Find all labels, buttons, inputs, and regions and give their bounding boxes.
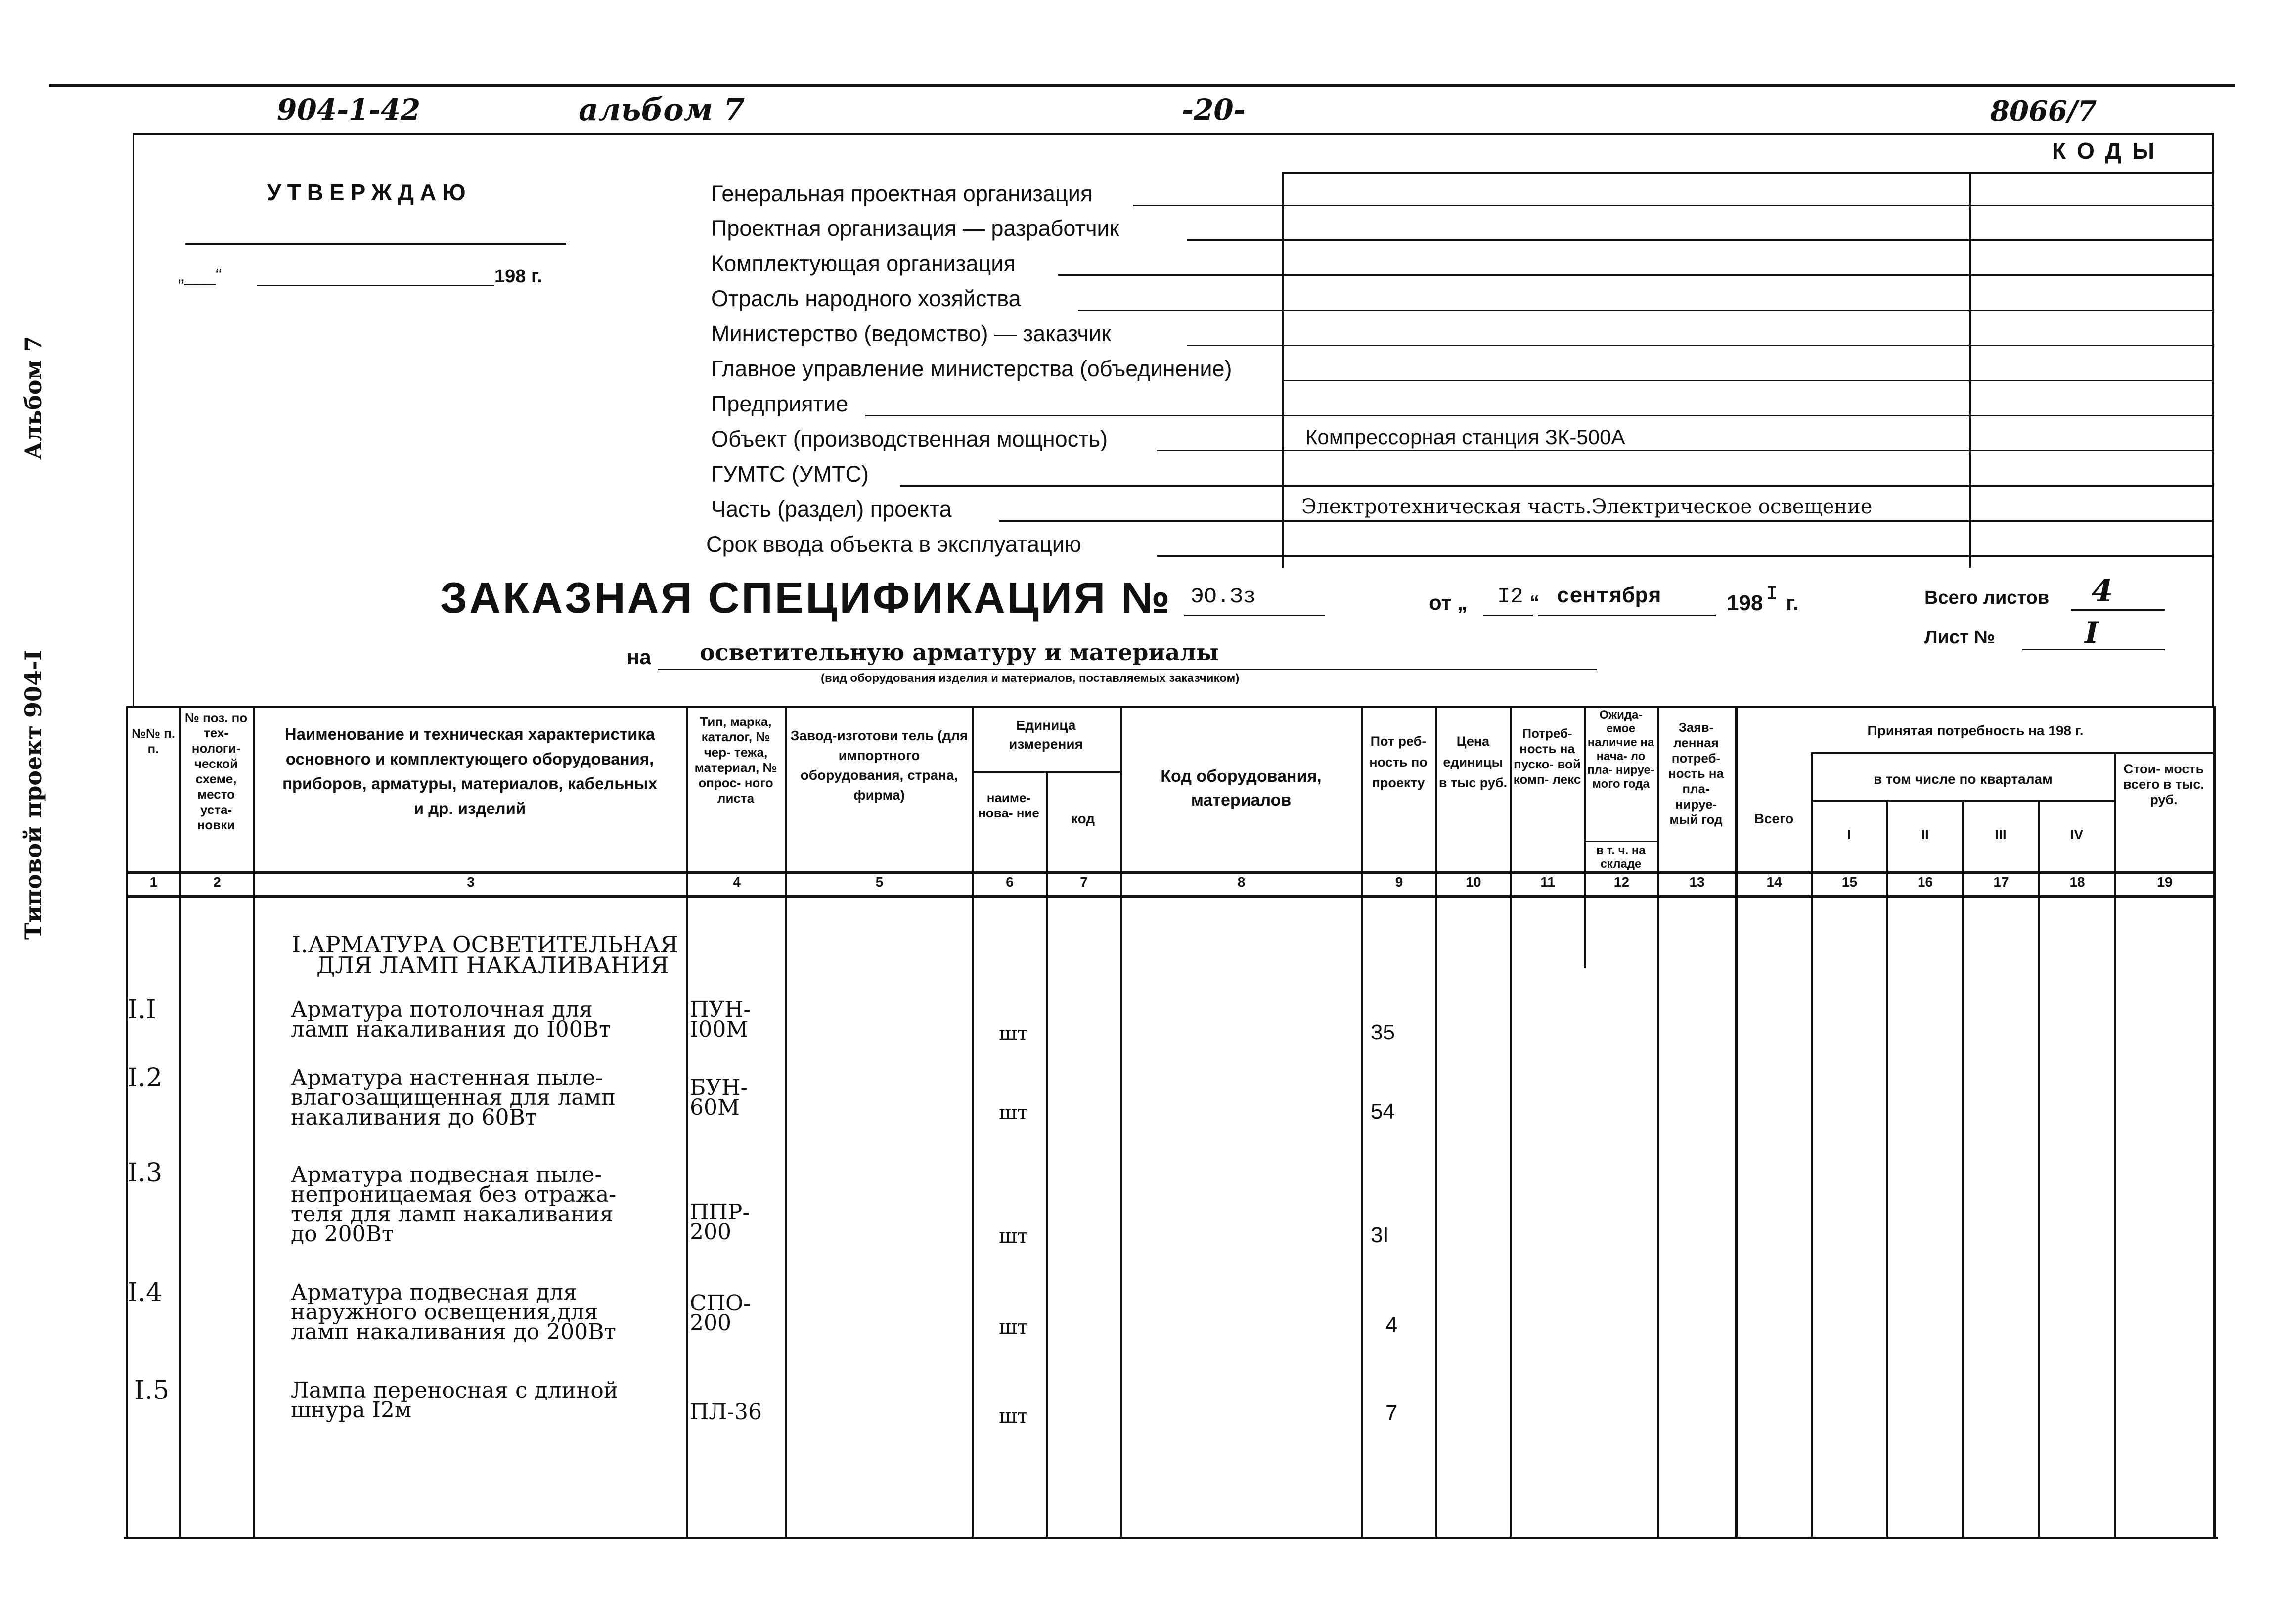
col-edge <box>972 706 974 1537</box>
org-label: Комплектующая организация <box>711 251 1016 276</box>
row-name: Лампа переносная с длиной <box>291 1378 619 1403</box>
header-position: № поз. по тех- нологи- ческой схеме, место уста- новки <box>184 710 248 832</box>
column-number: 9 <box>1395 874 1403 890</box>
header-declared: Заяв- ленная потреб- ность на пла- нируе- мый год <box>1668 720 1724 827</box>
spec-month-line <box>1538 615 1716 616</box>
spec-number-line <box>1184 615 1325 616</box>
project-code: 904-1-42 <box>277 93 421 127</box>
header-manufacturer: Завод-изготови тель (для импортного оборудования, страна, фирма) <box>790 728 968 803</box>
org-label: Объект (производственная мощность) <box>711 426 1108 451</box>
row-name: Арматура подвесная пыле- <box>291 1162 602 1187</box>
subject-value: осветительную арматуру и материалы <box>700 639 1219 666</box>
col-edge <box>1361 706 1363 1537</box>
sheet-number-label: Лист № <box>1924 627 1995 648</box>
column-number: 1 <box>149 874 158 890</box>
row-type: 200 <box>690 1310 731 1336</box>
spec-date-prefix: от „ <box>1429 591 1468 614</box>
header-q3: III <box>1995 827 2007 842</box>
col-edge <box>1811 752 1813 1537</box>
table-bottom <box>124 1537 2218 1539</box>
frame-right <box>2212 133 2214 706</box>
org-underline <box>1282 380 2212 381</box>
row-type: БУН- <box>690 1075 748 1100</box>
column-number: 14 <box>1766 874 1782 890</box>
col-edge <box>686 706 688 1537</box>
quarter-split-line <box>1811 752 2215 754</box>
org-label: Министерство (ведомство) — заказчик <box>711 321 1111 346</box>
page-number: -20- <box>1182 93 1246 127</box>
subject-line <box>658 669 1597 670</box>
row-unit: шт <box>999 1316 1028 1339</box>
row-name: влагозащищенная для ламп <box>291 1085 616 1110</box>
spec-title: ЗАКАЗНАЯ СПЕЦИФИКАЦИЯ № <box>440 573 1172 622</box>
top-rule <box>49 84 2235 87</box>
column-number: 16 <box>1917 874 1933 890</box>
org-value: Компрессорная станция ЗК-500А <box>1305 425 1625 449</box>
column-number: 19 <box>2157 874 2173 890</box>
col-edge <box>1435 706 1437 1537</box>
approval-title: УТВЕРЖДАЮ <box>267 180 472 205</box>
org-label: Проектная организация — разработчик <box>711 216 1119 241</box>
row-name: ламп накаливания до 200Вт <box>291 1319 616 1345</box>
spec-year: 198 <box>1727 591 1763 615</box>
spec-number: ЭО.Зз <box>1191 585 1256 609</box>
codes-top <box>1282 172 2212 174</box>
sheets-total-label: Всего листов <box>1924 587 2050 608</box>
row-type: ПЛ-36 <box>690 1399 762 1425</box>
org-underline <box>1187 345 2212 346</box>
org-underline <box>900 485 2212 487</box>
codes-header: КОДЫ <box>2052 138 2166 164</box>
codes-divider <box>1969 172 1971 568</box>
sheet-number: I <box>2085 616 2099 650</box>
row-type: СПО- <box>690 1291 751 1316</box>
approval-date: „___“ <box>178 265 222 286</box>
header-q1: I <box>1847 827 1851 842</box>
org-label: Предприятие <box>711 391 849 416</box>
header-num: №№ п. п. <box>131 726 176 756</box>
header-name: Наименование и техническая характеристика основного и комплектующего оборудования, приборов, арматуры, материалов, кабельных и др. изделий <box>282 725 658 817</box>
column-number: 15 <box>1841 874 1858 890</box>
row-name: накаливания до 60Вт <box>291 1105 537 1130</box>
column-number: 10 <box>1466 874 1481 890</box>
spec-date-mid: “ <box>1529 591 1540 614</box>
header-q4: IV <box>2070 827 2084 842</box>
row-unit: шт <box>999 1101 1028 1124</box>
row-name: шнура I2м <box>291 1398 412 1423</box>
col-edge <box>1735 706 1738 1537</box>
org-label: Главное управление министерства (объединение) <box>711 356 1232 381</box>
header-type: Тип, марка, каталог, № чер- тежа, материал, № опрос- ного листа <box>694 714 777 806</box>
col-edge <box>1962 800 1964 1537</box>
side-album: Альбом 7 <box>20 336 46 460</box>
col-edge <box>253 706 255 1537</box>
org-value: Электротехническая часть.Электрическое освещение <box>1301 496 1873 518</box>
section-title: I.АРМАТУРА ОСВЕТИТЕЛЬНАЯ <box>292 931 678 958</box>
row-type: 200 <box>690 1219 731 1245</box>
row-name: ламп накаливания до I00Вт <box>291 1017 611 1042</box>
row-quantity: 7 <box>1385 1401 1398 1425</box>
row-number: I.2 <box>128 1063 163 1093</box>
sheet-number-line <box>2022 649 2165 650</box>
row-quantity: 54 <box>1371 1099 1395 1124</box>
row-number: I.3 <box>128 1158 163 1188</box>
row-number: I.I <box>128 995 156 1025</box>
org-underline <box>999 520 2212 522</box>
row-name: Арматура потолочная для <box>291 997 593 1022</box>
col-edge <box>1657 706 1659 1537</box>
col-edge <box>785 706 787 1537</box>
approval-year: 198 г. <box>494 266 542 287</box>
row-name: наружного освещения,для <box>291 1300 598 1325</box>
column-number: 12 <box>1613 874 1630 890</box>
org-underline <box>865 415 2212 416</box>
row-name: теля для ламп накаливания <box>291 1202 614 1227</box>
row-unit: шт <box>999 1022 1028 1045</box>
column-number: 17 <box>1993 874 2009 890</box>
row-quantity: 3I <box>1371 1223 1389 1247</box>
org-label: Часть (раздел) проекта <box>711 496 952 522</box>
frame-top <box>133 133 2213 135</box>
subject-hint: (вид оборудования изделия и материалов, поставляемых заказчиком) <box>821 672 1240 685</box>
column-number: 13 <box>1689 874 1705 890</box>
col-edge <box>2213 706 2216 1537</box>
row-unit: шт <box>999 1225 1028 1248</box>
col-edge <box>2038 800 2040 1537</box>
column-number: 3 <box>467 874 475 890</box>
col-edge <box>2114 752 2116 1537</box>
spec-year-digit: I <box>1766 584 1778 605</box>
org-label: Генеральная проектная организация <box>711 181 1093 206</box>
org-underline <box>1078 310 2212 311</box>
header-equipment-code: Код оборудования, материалов <box>1161 767 1322 810</box>
approval-sign-line <box>185 243 566 245</box>
values-divider <box>1282 172 1284 568</box>
document-code: 8066/7 <box>1990 95 2097 128</box>
frame-left <box>133 133 134 706</box>
org-underline <box>1157 555 2212 557</box>
side-project: Типовой проект 904-I <box>20 650 46 940</box>
c12-split-line <box>1585 841 1659 842</box>
header-q2: II <box>1921 827 1929 842</box>
header-unit-name: наиме- нова- ние <box>978 790 1039 820</box>
row-quantity: 4 <box>1385 1313 1398 1337</box>
org-underline <box>1187 239 2212 241</box>
header-accepted: Принятая потребность на 198 г. <box>1867 723 2084 738</box>
spec-month: сентября <box>1557 585 1661 609</box>
approval-date-line <box>257 285 494 286</box>
header-need: Пот реб- ность по проекту <box>1369 734 1428 790</box>
org-underline <box>1157 450 2212 451</box>
album-label: альбом 7 <box>579 91 745 128</box>
row-type: ПУН- <box>690 997 751 1022</box>
spec-day: I2 <box>1497 585 1523 609</box>
row-number: I.4 <box>128 1278 163 1308</box>
col-edge <box>1120 706 1122 1537</box>
col-edge <box>1886 800 1888 1537</box>
column-number: 2 <box>213 874 221 890</box>
header-startup: Потреб- ность на пуско- вой комп- лекс <box>1513 726 1581 787</box>
row-type: 60М <box>690 1095 740 1120</box>
column-number: 6 <box>1006 874 1014 890</box>
row-quantity: 35 <box>1371 1020 1395 1044</box>
row-type: ППР- <box>690 1200 750 1225</box>
row-type: I00М <box>690 1017 749 1042</box>
spec-day-line <box>1483 615 1533 616</box>
header-cost: Стои- мость всего в тыс. руб. <box>2123 762 2204 807</box>
sheets-total-line <box>2071 609 2165 611</box>
header-total: Всего <box>1754 811 1794 826</box>
org-underline <box>1133 205 2212 206</box>
column-number: 8 <box>1237 874 1246 890</box>
column-number: 5 <box>875 874 884 890</box>
header-unit-code: код <box>1071 811 1095 826</box>
col-edge <box>126 706 128 1537</box>
header-in-stock: в т. ч. на складе <box>1596 844 1646 871</box>
column-number: 18 <box>2069 874 2085 890</box>
row-name: до 200Вт <box>291 1221 394 1247</box>
row-unit: шт <box>999 1405 1028 1428</box>
org-label: Отрасль народного хозяйства <box>711 286 1021 311</box>
section-title: ДЛЯ ЛАМП НАКАЛИВАНИЯ <box>316 952 669 979</box>
column-number: 4 <box>733 874 741 890</box>
spec-year-g: г. <box>1786 591 1799 615</box>
org-label: Срок ввода объекта в эксплуатацию <box>706 532 1081 557</box>
table-top <box>126 706 2215 708</box>
row-name: Арматура подвесная для <box>291 1280 578 1305</box>
org-label: ГУМТС (УМТС) <box>711 461 869 487</box>
header-expected: Ожида- емое наличие на нача- ло пла- нируе- мого года <box>1587 708 1654 791</box>
table-colnum-bottom <box>126 895 2215 898</box>
row-number: I.5 <box>134 1376 170 1405</box>
header-price: Цена единицы в тыс руб. <box>1438 734 1508 790</box>
sheets-total: 4 <box>2092 573 2113 609</box>
org-underline <box>1058 274 2212 276</box>
col-edge <box>1510 706 1512 1537</box>
row-name: Арматура настенная пыле- <box>291 1065 603 1090</box>
column-number: 11 <box>1540 874 1555 890</box>
row-name: непроницаемая без отража- <box>291 1182 617 1207</box>
header-unit: Единица измерения <box>1009 718 1083 752</box>
header-quarters: в том числе по кварталам <box>1874 771 2053 787</box>
column-number: 7 <box>1080 874 1088 890</box>
subject-prefix: на <box>627 645 651 669</box>
